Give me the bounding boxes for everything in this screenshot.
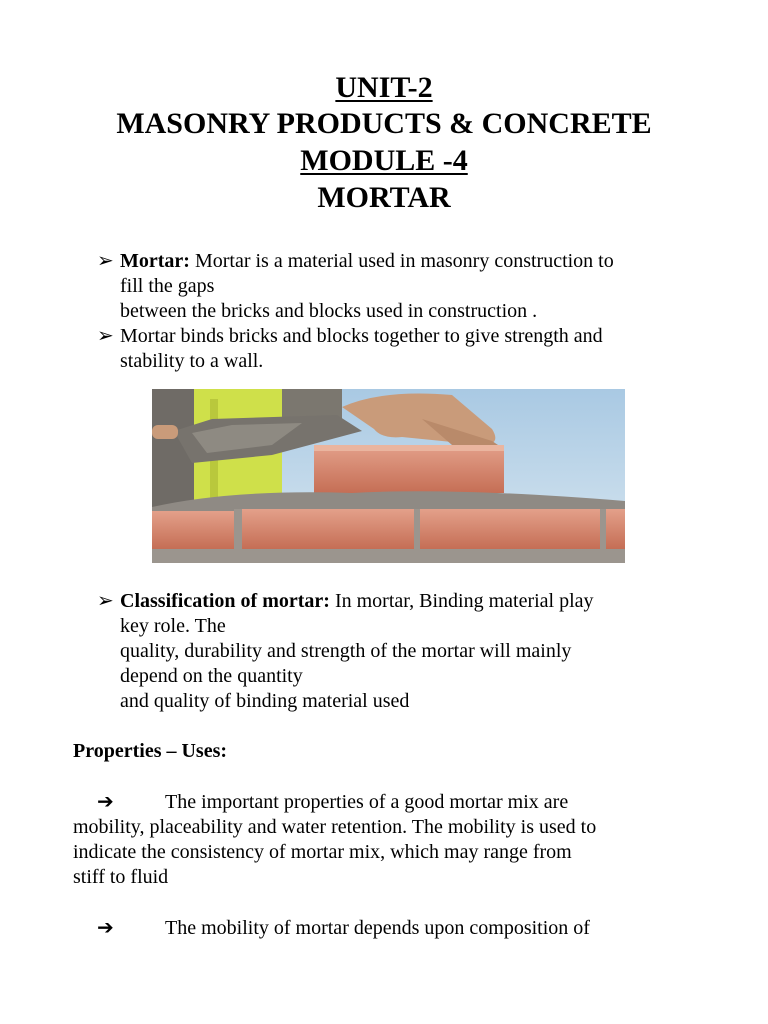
bullet-text: between the bricks and blocks used in construction . [120, 300, 538, 322]
paragraph-text: stiff to fluid [73, 866, 169, 888]
bullet-text: In mortar, Binding material play [329, 590, 594, 612]
bricklaying-illustration [152, 389, 625, 563]
bullet-text: and quality of binding material used [120, 690, 410, 712]
paragraph-text: The important properties of a good mortar mix are [165, 791, 569, 813]
bullet-classification [97, 589, 717, 714]
bullet-arrow-icon: ➢ [97, 590, 114, 612]
term-classification: Classification of mortar: [120, 590, 330, 612]
bullet-text: fill the gaps [120, 275, 215, 297]
bullet-arrow-icon: ➢ [97, 250, 114, 272]
subject-title: MASONRY PRODUCTS & CONCRETE [116, 107, 652, 140]
right-arrow-icon: ➔ [97, 917, 114, 939]
bullet-text: key role. The [120, 615, 226, 637]
bullet-mortar-definition [97, 249, 717, 324]
term-mortar: Mortar: [120, 250, 190, 272]
paragraph-text: mobility, placeability and water retention. The mobility is used to [73, 816, 597, 838]
bullet-text: stability to a wall. [120, 350, 264, 372]
bullet-text: depend on the quantity [120, 665, 303, 687]
properties-paragraph-1 [73, 790, 693, 890]
bricklaying-photo [152, 389, 625, 563]
properties-paragraph-2 [73, 916, 693, 941]
paragraph-text: The mobility of mortar depends upon composition of [165, 917, 590, 939]
bullet-arrow-icon: ➢ [97, 325, 114, 347]
unit-title: UNIT-2 [335, 71, 433, 104]
right-arrow-icon: ➔ [97, 791, 114, 813]
bullet-mortar-binds [97, 324, 717, 374]
bullet-text: Mortar binds bricks and blocks together to give strength and [120, 325, 603, 347]
properties-heading: Properties – Uses: [73, 740, 228, 762]
bullet-text: quality, durability and strength of the mortar will mainly [120, 640, 572, 662]
paragraph-text: indicate the consistency of mortar mix, which may range from [73, 841, 572, 863]
topic-title: MORTAR [317, 181, 451, 214]
module-title: MODULE -4 [300, 144, 468, 177]
bullet-text: Mortar is a material used in masonry construction to [189, 250, 614, 272]
